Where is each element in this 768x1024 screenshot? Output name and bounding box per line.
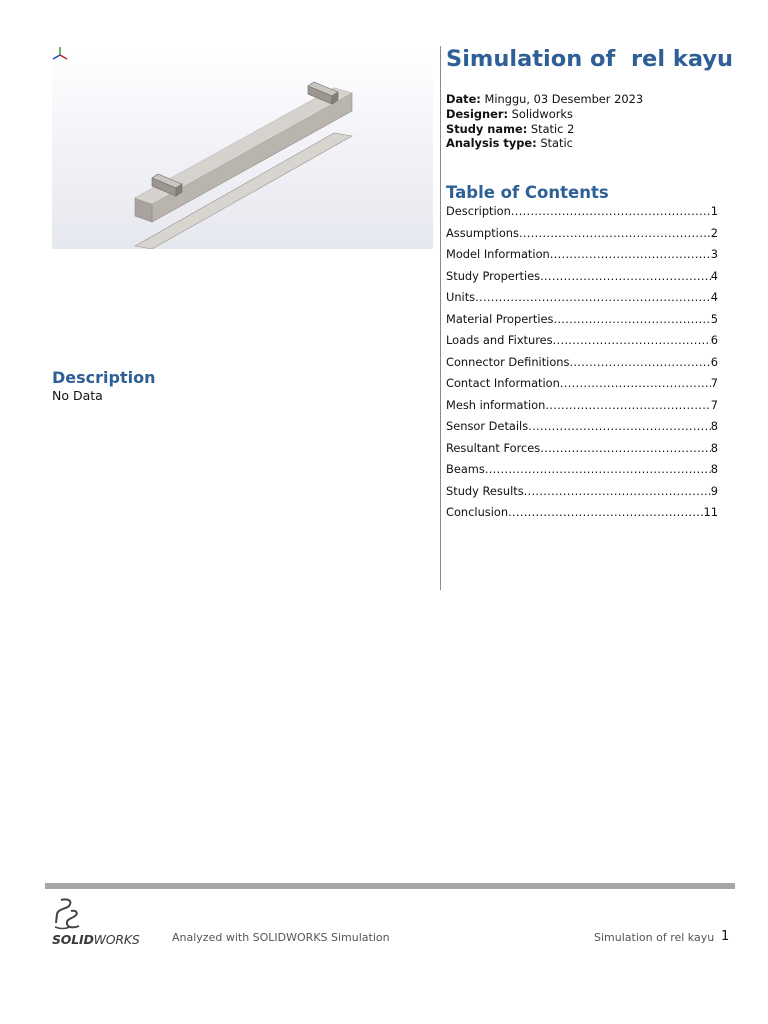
meta-analysis-type: Analysis type: Static [446, 136, 573, 151]
axis-triad-icon [52, 46, 68, 62]
solidworks-wordmark: SOLIDWORKS [52, 932, 140, 947]
model-render-image [52, 46, 433, 249]
toc-item-resultant-forces[interactable]: Resultant Forces ..... 8 [446, 441, 718, 463]
toc-item-study-results[interactable]: Study Results ..... 9 [446, 484, 718, 506]
toc-item-connector-definitions[interactable]: Connector Definitions ..... 6 [446, 355, 718, 377]
toc-item-study-properties[interactable]: Study Properties ..... 4 [446, 269, 718, 291]
column-divider [440, 46, 441, 590]
meta-designer: Designer: Solidworks [446, 106, 573, 121]
toc-item-loads-and-fixtures[interactable]: Loads and Fixtures ..... 6 [446, 333, 718, 355]
study-metadata [446, 92, 643, 151]
ds-logo-icon [52, 897, 82, 931]
footer-analyzed-text: Analyzed with SOLIDWORKS Simulation [172, 931, 390, 944]
report-title: Simulation of rel kayu [446, 46, 734, 72]
footer-document-title: Simulation of rel kayu [594, 931, 715, 944]
table-of-contents [446, 204, 718, 527]
toc-item-beams[interactable]: Beams ..... 8 [446, 462, 718, 484]
toc-item-material-properties[interactable]: Material Properties ..... 5 [446, 312, 718, 334]
rail-beam-drawing [52, 46, 433, 249]
solidworks-logo [52, 897, 154, 947]
toc-item-contact-information[interactable]: Contact Information ..... 7 [446, 376, 718, 398]
toc-item-model-information[interactable]: Model Information ..... 3 [446, 247, 718, 269]
toc-item-sensor-details[interactable]: Sensor Details ..... 8 [446, 419, 718, 441]
toc-item-mesh-information[interactable]: Mesh information ..... 7 [446, 398, 718, 420]
toc-heading: Table of Contents [446, 183, 609, 202]
toc-item-units[interactable]: Units ..... 4 [446, 290, 718, 312]
description-heading: Description [52, 368, 156, 387]
footer-divider [45, 883, 735, 889]
footer-page-number: 1 [721, 929, 730, 944]
description-text: No Data [52, 388, 103, 403]
toc-item-assumptions[interactable]: Assumptions ..... 2 [446, 226, 718, 248]
meta-date: Date: Minggu, 03 Desember 2023 [446, 92, 644, 106]
toc-item-conclusion[interactable]: Conclusion ..... 11 [446, 505, 718, 527]
meta-study-name: Study name: Static 2 [446, 121, 575, 136]
toc-item-description[interactable]: Description ..... 1 [446, 204, 718, 226]
